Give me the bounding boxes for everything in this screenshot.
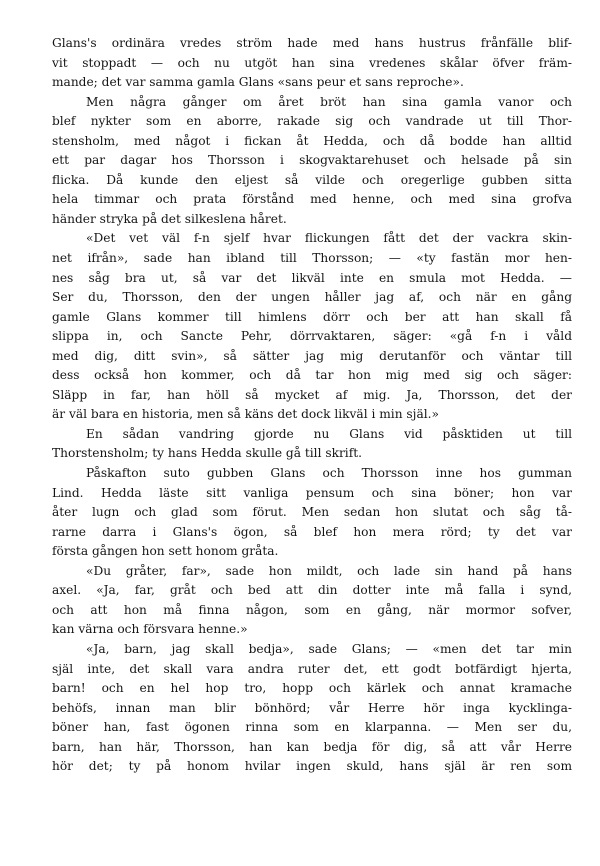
text-line: behöfs, innan man blir bönhörd; vår Herre hör inga kycklinga-: [52, 700, 572, 715]
text-line: kan värna och försvara henne.»: [52, 622, 248, 637]
text-line: axel. «Ja, far, gråt och bed att din dotter inte må falla i synd,: [52, 583, 572, 598]
text-line: blef nykter som en aborre, rakade sig och vandrade ut till Thor-: [52, 114, 572, 129]
text-line: «Ja, barn, jag skall bedja», sade Glans; — «men det tar min: [86, 641, 572, 656]
text-line: stensholm, med något i fickan åt Hedda, och då bodde han alltid: [52, 133, 572, 148]
text-line: net ifrån», sade han ibland till Thorsson; — «ty fastän mor hen-: [52, 251, 572, 266]
text-line: och att hon må finna någon, som en gång, när mormor sofver,: [52, 602, 572, 617]
text-line: Släpp in far, han höll så mycket af mig. Ja, Thorsson, det der: [52, 387, 572, 402]
text-line: dess också hon kommer, och då tar hon mig med sig och säger:: [52, 368, 572, 383]
text-line: Påskafton suto gubben Glans och Thorsson inne hos gumman: [86, 466, 572, 481]
text-line: hela timmar och prata förstånd med henne, och med sina grofva: [52, 192, 572, 207]
text-line: första gången hon sett honom gråta.: [52, 544, 279, 559]
text-line: Men några gånger om året bröt han sina gamla vanor och: [86, 94, 572, 109]
text-line: ett par dagar hos Thorsson i skogvaktarehuset och helsade på sin: [52, 153, 572, 168]
text-line: slippa in, och Sancte Pehr, dörrvaktaren, säger: «gå f-n i våld: [52, 329, 572, 344]
text-line: rarne darra i Glans's ögon, så blef hon mera rörd; ty det var: [52, 524, 572, 539]
text-line: «Det vet väl f-n sjelf hvar flickungen fått det der vackra skin-: [86, 231, 572, 246]
text-line: böner han, fast ögonen rinna som en klarpanna. — Men ser du,: [52, 720, 572, 735]
text-line: hör det; ty på honom hvilar ingen skuld, hans själ är ren som: [52, 759, 572, 774]
text-line: barn! och en hel hop tro, hopp och kärlek och annat kramache: [52, 681, 572, 696]
text-line: mande; det var samma gamla Glans «sans peur et sans reproche».: [52, 75, 464, 90]
text-line: med dig, ditt svin», så sätter jag mig derutanför och väntar till: [52, 348, 572, 363]
text-line: gamle Glans kommer till himlens dörr och ber att han skall få: [52, 309, 572, 324]
text-line: barn, han här, Thorsson, han kan bedja för dig, så att vår Herre: [52, 739, 572, 754]
text-line: En sådan vandring gjorde nu Glans vid påsktiden ut till: [86, 426, 572, 441]
text-line: Thorstensholm; ty hans Hedda skulle gå till skrift.: [52, 446, 362, 461]
text-line: flicka. Då kunde den eljest så vilde och oregerlige gubben sitta: [52, 172, 572, 187]
text-line: åter lugn och glad som förut. Men sedan hon slutat och såg tå-: [52, 505, 572, 520]
text-line: Ser du, Thorsson, den der ungen håller jag af, och när en gång: [52, 290, 572, 305]
text-line: nes såg bra ut, så var det likväl inte en smula mot Hedda. —: [52, 270, 572, 285]
text-line: vit stoppadt — och nu utgöt han sina vredenes skålar öfver främ-: [52, 55, 572, 70]
text-line: Lind. Hedda läste sitt vanliga pensum och sina böner; hon var: [52, 485, 572, 500]
text-line: själ inte, det skall vara andra ruter det, ett godt botfärdigt hjerta,: [52, 661, 572, 676]
page-text: [52, 34, 572, 777]
text-line: är väl bara en historia, men så käns det dock likväl i min själ.»: [52, 407, 439, 422]
text-line: Glans's ordinära vredes ström hade med hans hustrus frånfälle blif-: [52, 36, 572, 50]
text-line: händer stryka på det silkeslena håret.: [52, 211, 287, 226]
text-line: «Du gråter, far», sade hon mildt, och lade sin hand på hans: [86, 563, 572, 578]
